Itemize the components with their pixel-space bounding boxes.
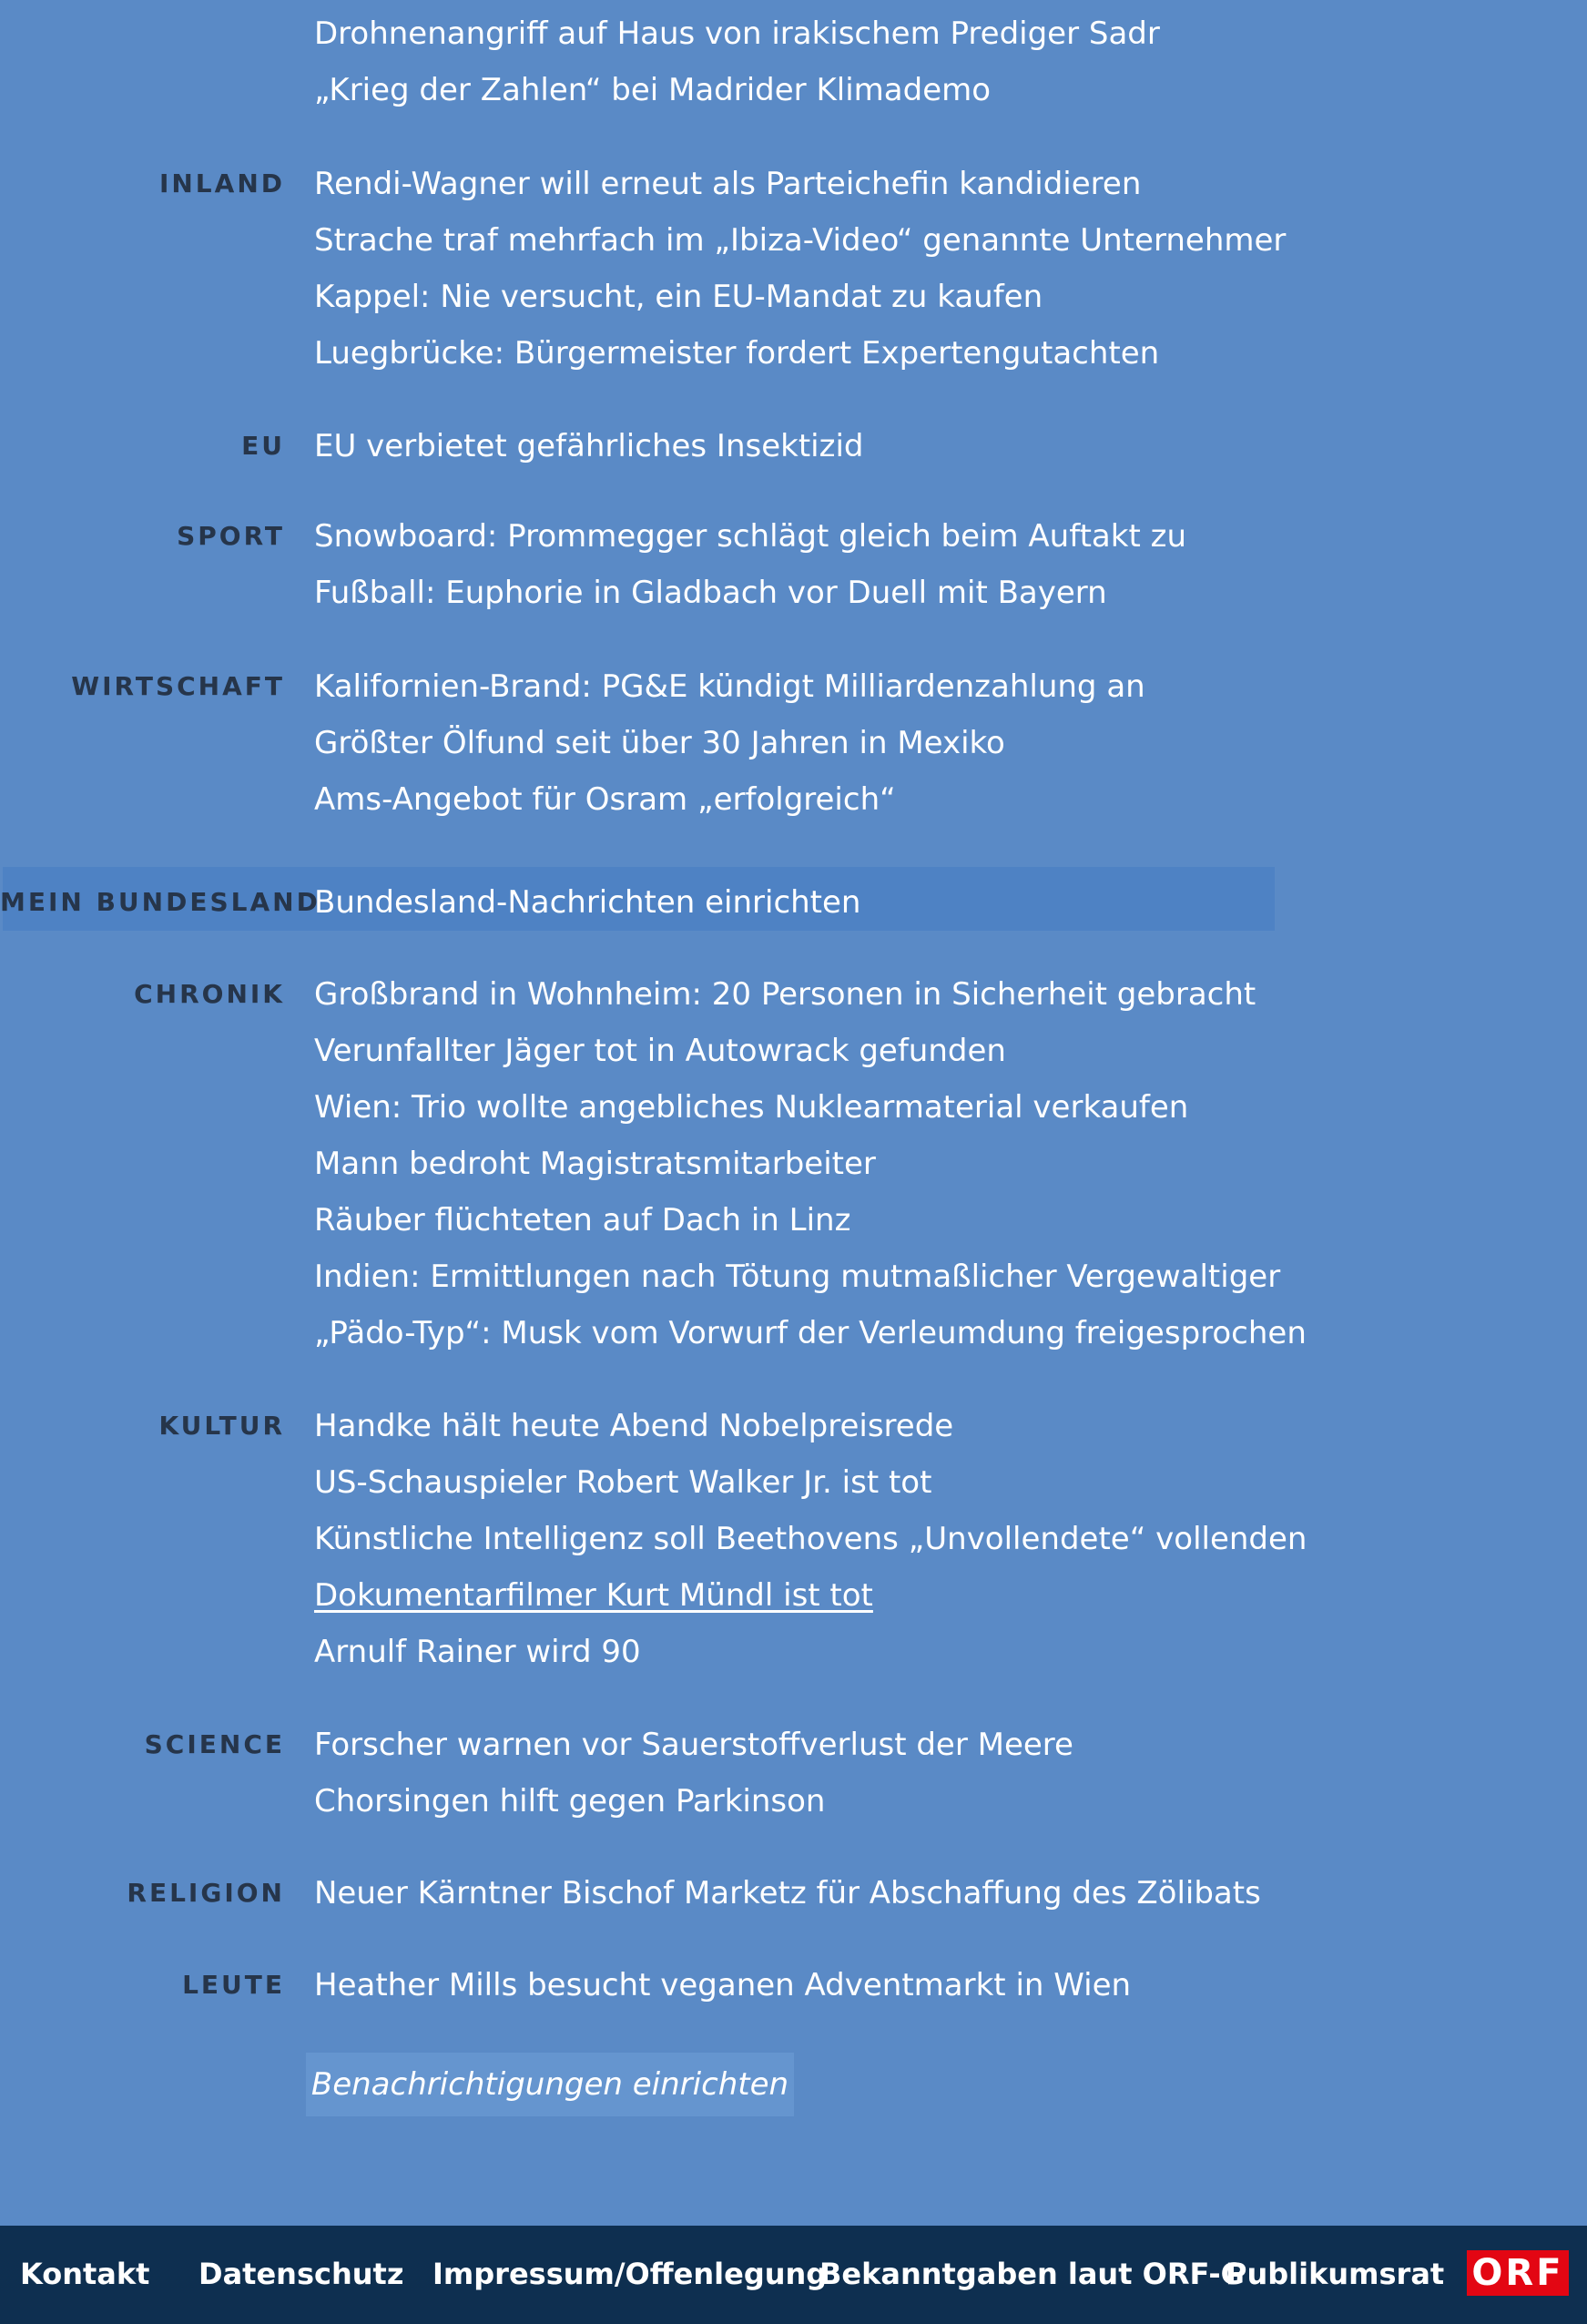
headline-item <box>314 5 1160 62</box>
headline-link[interactable]: Mann bedroht Magistratsmitarbeiter <box>314 1146 876 1182</box>
section-label[interactable]: CHRONIK <box>134 979 285 1009</box>
headline-item <box>314 565 1186 621</box>
news-section <box>0 1398 1307 1680</box>
headline-link[interactable]: US-Schauspieler Robert Walker Jr. ist tot <box>314 1464 932 1501</box>
headline-link[interactable]: Kalifornien-Brand: PG&E kündigt Milliardenzahlung an <box>314 668 1145 705</box>
headline-item <box>314 1567 1307 1624</box>
headline-link[interactable]: Kappel: Nie versucht, ein EU-Mandat zu kaufen <box>314 279 1043 315</box>
headline-item <box>314 771 1145 828</box>
headline-item <box>314 1717 1073 1773</box>
headline-item <box>314 966 1307 1023</box>
section-label[interactable]: RELIGION <box>127 1878 285 1908</box>
headline-link[interactable]: Arnulf Rainer wird 90 <box>314 1634 641 1670</box>
headline-item <box>314 269 1286 325</box>
headline-link[interactable]: Indien: Ermittlungen nach Tötung mutmaßlicher Vergewaltiger <box>314 1259 1281 1295</box>
section-label[interactable]: LEUTE <box>182 1970 285 2000</box>
headline-item <box>314 1865 1261 1921</box>
news-section <box>0 508 1186 621</box>
news-section <box>0 966 1307 1361</box>
news-section <box>0 418 863 474</box>
headline-list <box>285 1865 1261 1921</box>
headline-link[interactable]: „Pädo-Typ“: Musk vom Vorwurf der Verleumdung freigesprochen <box>314 1315 1307 1351</box>
headline-item <box>314 1136 1307 1192</box>
news-section <box>0 874 860 931</box>
section-label[interactable]: KULTUR <box>158 1411 285 1441</box>
notifications-setup-button[interactable]: Benachrichtigungen einrichten <box>306 2053 794 2116</box>
headline-link[interactable]: Drohnenangriff auf Haus von irakischem Prediger Sadr <box>314 15 1160 52</box>
headline-link[interactable]: Heather Mills besucht veganen Adventmarkt in Wien <box>314 1967 1132 2003</box>
news-section <box>0 5 1160 118</box>
headline-item <box>314 1305 1307 1361</box>
orf-logo[interactable]: ORF <box>1467 2250 1569 2296</box>
headline-item <box>314 1773 1073 1830</box>
headline-link[interactable]: Fußball: Euphorie in Gladbach vor Duell mit Bayern <box>314 575 1107 611</box>
headline-link[interactable]: Künstliche Intelligenz soll Beethovens „Unvollendete“ vollenden <box>314 1521 1307 1557</box>
headline-link[interactable]: Strache traf mehrfach im „Ibiza-Video“ genannte Unternehmer <box>314 222 1287 259</box>
section-label[interactable]: MEIN BUNDESLAND <box>0 887 320 917</box>
news-section <box>0 1717 1073 1830</box>
headline-item <box>314 212 1286 269</box>
headline-link[interactable]: Verunfallter Jäger tot in Autowrack gefunden <box>314 1033 1006 1069</box>
headline-link[interactable]: Handke hält heute Abend Nobelpreisrede <box>314 1408 954 1444</box>
headline-item <box>314 508 1186 565</box>
section-label[interactable]: WIRTSCHAFT <box>71 671 285 701</box>
headline-link[interactable]: „Krieg der Zahlen“ bei Madrider Klimademo <box>314 72 992 108</box>
footer <box>0 2226 1587 2324</box>
headline-item <box>314 325 1286 382</box>
headline-list <box>285 966 1307 1361</box>
headline-link[interactable]: Chorsingen hilft gegen Parkinson <box>314 1783 826 1819</box>
headline-item <box>314 715 1145 771</box>
headline-link[interactable]: Luegbrücke: Bürgermeister fordert Expertengutachten <box>314 335 1160 372</box>
headline-item <box>314 156 1286 212</box>
footer-link[interactable]: Datenschutz <box>198 2257 404 2291</box>
footer-link[interactable]: Publikumsrat <box>1226 2257 1445 2291</box>
headline-item <box>314 1957 1131 2013</box>
section-label[interactable]: SCIENCE <box>144 1729 285 1759</box>
headline-item <box>314 1398 1307 1454</box>
headline-link[interactable]: Forscher warnen vor Sauerstoffverlust der Meere <box>314 1727 1073 1763</box>
headline-list <box>285 508 1186 621</box>
headline-link[interactable]: Dokumentarfilmer Kurt Mündl ist tot <box>314 1577 873 1614</box>
headline-link[interactable]: Bundesland-Nachrichten einrichten <box>314 884 861 921</box>
headline-item <box>314 1192 1307 1249</box>
headline-link[interactable]: EU verbietet gefährliches Insektizid <box>314 428 864 464</box>
section-label[interactable]: SPORT <box>177 521 285 551</box>
headline-item <box>314 1079 1307 1136</box>
headline-item <box>314 62 1160 118</box>
headline-item <box>314 1023 1307 1079</box>
headline-item <box>314 1249 1307 1305</box>
headline-item <box>314 1454 1307 1511</box>
headline-list <box>285 874 860 931</box>
headline-item <box>314 1511 1307 1567</box>
headline-list <box>285 1717 1073 1830</box>
headline-link[interactable]: Ams-Angebot für Osram „erfolgreich“ <box>314 781 896 818</box>
news-section <box>0 156 1286 382</box>
headline-list <box>285 156 1286 382</box>
headline-item <box>314 874 860 931</box>
headline-link[interactable]: Snowboard: Prommegger schlägt gleich beim Auftakt zu <box>314 518 1186 555</box>
footer-link[interactable]: Bekanntgaben laut ORF-G <box>819 2257 1245 2291</box>
footer-link[interactable]: Kontakt <box>20 2257 150 2291</box>
headline-item <box>314 658 1145 715</box>
headline-link[interactable]: Großbrand in Wohnheim: 20 Personen in Sicherheit gebracht <box>314 976 1256 1013</box>
headline-link[interactable]: Räuber flüchteten auf Dach in Linz <box>314 1202 851 1238</box>
section-label[interactable]: INLAND <box>158 168 285 199</box>
headline-list <box>285 658 1145 828</box>
footer-link[interactable]: Impressum/Offenlegung <box>432 2257 828 2291</box>
headline-link[interactable]: Größter Ölfund seit über 30 Jahren in Mexiko <box>314 725 1005 761</box>
headline-link[interactable]: Wien: Trio wollte angebliches Nuklearmaterial verkaufen <box>314 1089 1189 1126</box>
headline-item <box>314 418 863 474</box>
news-section <box>0 1865 1261 1921</box>
headline-link[interactable]: Rendi-Wagner will erneut als Parteichefin kandidieren <box>314 166 1142 202</box>
headline-link[interactable]: Neuer Kärntner Bischof Marketz für Abschaffung des Zölibats <box>314 1875 1261 1911</box>
news-section <box>0 1957 1131 2013</box>
headline-list <box>285 1957 1131 2013</box>
news-section <box>0 658 1145 828</box>
headline-item <box>314 1624 1307 1680</box>
section-label[interactable]: EU <box>241 431 285 461</box>
headline-list <box>285 1398 1307 1680</box>
headline-list <box>285 418 863 474</box>
headline-list <box>285 5 1160 118</box>
